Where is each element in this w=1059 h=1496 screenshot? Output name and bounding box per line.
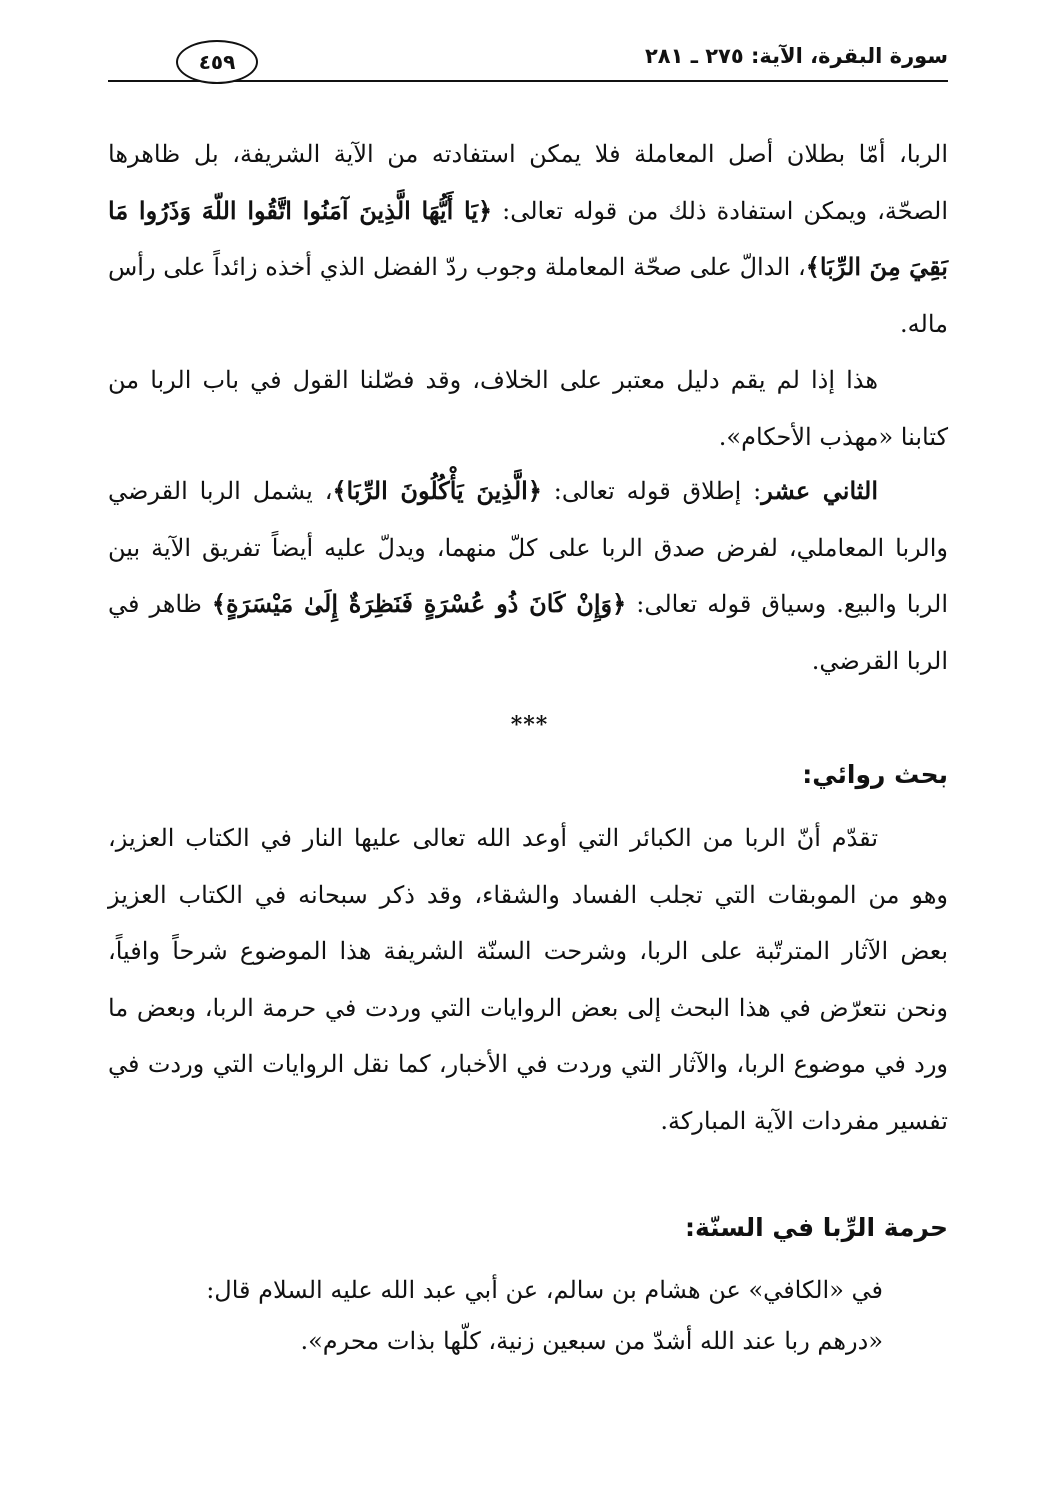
- page-header: [108, 40, 948, 90]
- heading-narrative-research: بحث روائي:: [802, 760, 948, 789]
- paragraph-twelfth-point: [108, 463, 948, 689]
- paragraph-riba-validity: [108, 126, 948, 352]
- para1-text-b: ، الدالّ على صحّة المعاملة وجوب ردّ الفضل الذي أخذه زائداً على رأس ماله.: [108, 253, 948, 338]
- para3-text-a: : إطلاق قوله تعالى:: [541, 477, 762, 505]
- running-title: سورة البقرة، الآية: ٢٧٥ ـ ٢٨١: [644, 44, 948, 68]
- section-separator: ***: [510, 712, 549, 738]
- quran-verse-yakuluna-riba: ﴿الَّذِينَ يَأْكُلُونَ الرِّبَا﴾: [332, 476, 542, 505]
- paragraph-narrative-intro: تقدّم أنّ الربا من الكبائر التي أوعد الله تعالى عليها النار في الكتاب العزيز، وهو من الموبقات التي تجلب الفساد والشقاء، وقد ذكر سبحانه في الكتاب العزيز بعض الآثار المترتّبة على الربا، وشرحت السنّة الشريفة هذا الموضوع شرحاً وافياً، ونحن نتعرّض في هذا البحث إلى بعض الروايات التي وردت في حرمة الربا، وبعض ما ورد في موضوع الربا، والآثار التي وردت في الأخبار، كما نقل الروايات التي وردت في تفسير مفردات الآية المباركة.: [108, 824, 948, 1135]
- hadith-chain: في «الكافي» عن هشام بن سالم، عن أبي عبد الله عليه السلام قال:: [206, 1276, 883, 1304]
- para1-text-a: الربا، أمّا بطلان أصل المعاملة فلا يمكن استفادته من الآية الشريفة، بل ظاهرها الصحّة، ويمكن استفادة ذلك من قوله تعالى:: [108, 140, 949, 225]
- page-number: ٤٥٩: [176, 40, 258, 84]
- quran-verse-dharu-ma-baqiya: ﴿يَا أَيُّهَا الَّذِينَ آمَنُوا اتَّقُوا اللّهَ وَذَرُوا مَا بَقِيَ مِنَ الرِّبَا﴾: [108, 195, 948, 281]
- quran-verse-dhu-usra: ﴿وَإِنْ كَانَ ذُو عُسْرَةٍ فَنَظِرَةٌ إِلَىٰ مَيْسَرَةٍ﴾: [211, 589, 627, 618]
- point-label: الثاني عشر: [761, 476, 879, 505]
- hadith-text: «درهم ربا عند الله أشدّ من سبعين زنية، كلّها بذات محرم».: [300, 1327, 883, 1355]
- heading-riba-prohibition-sunna: حرمة الرِّبا في السنّة:: [684, 1213, 948, 1242]
- paragraph-disagreement: هذا إذا لم يقم دليل معتبر على الخلاف، وقد فصّلنا القول في باب الربا من كتابنا «مهذب الأحكام».: [108, 366, 948, 451]
- hadith-block: [108, 1265, 883, 1367]
- para3-text-c: ظاهر في الربا القرضي.: [108, 590, 948, 675]
- para3-text-b: ، يشمل الربا القرضي والربا المعاملي، لفرض صدق الربا على كلّ منهما، ويدلّ عليه أيضاً تفريق الآية بين الربا والبيع. وسياق قوله تعالى:: [108, 477, 949, 618]
